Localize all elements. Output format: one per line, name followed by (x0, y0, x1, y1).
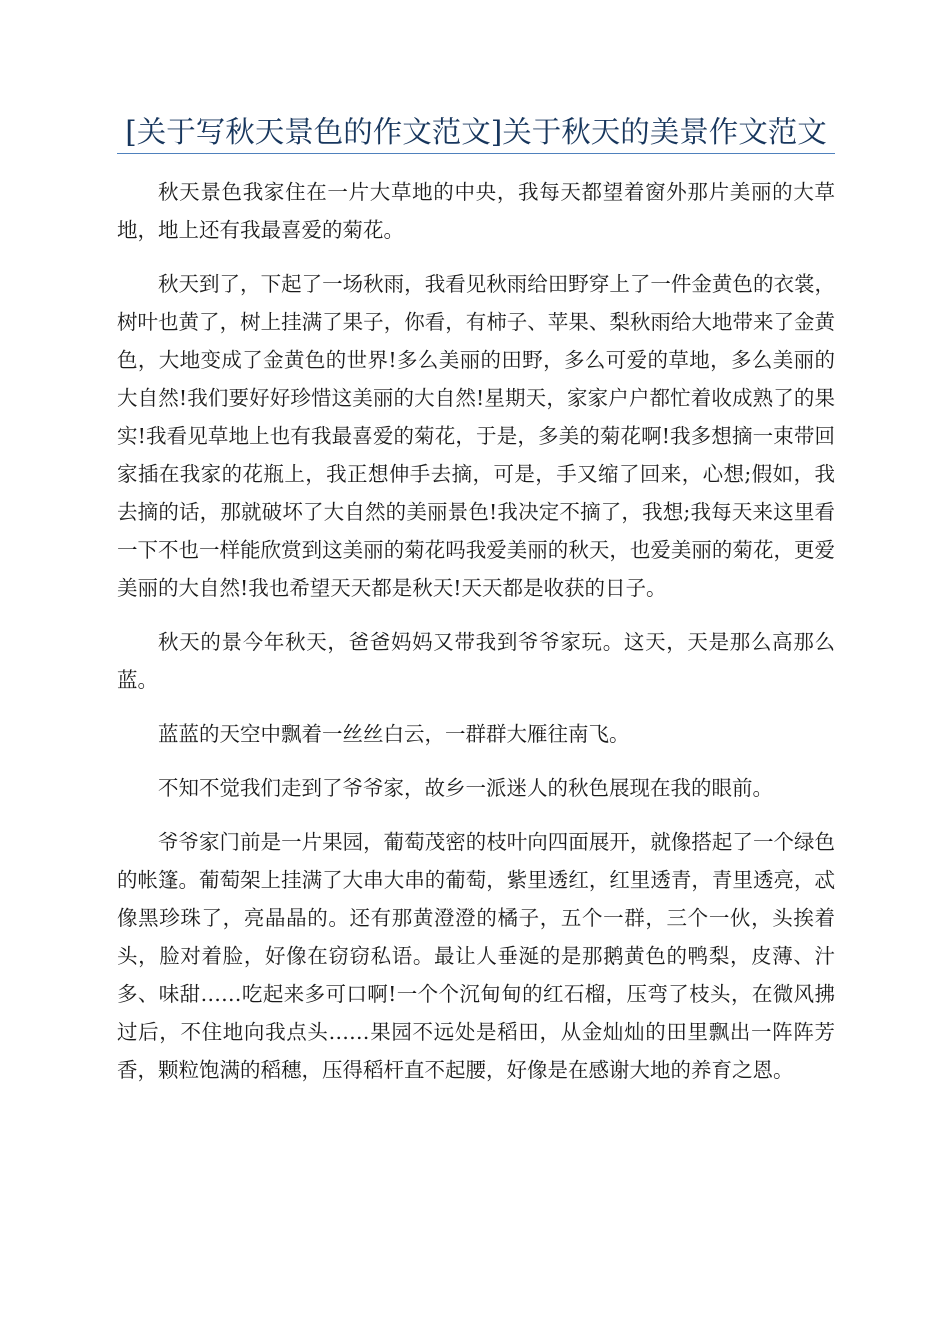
title-underline (117, 153, 835, 154)
paragraph: 不知不觉我们走到了爷爷家，故乡一派迷人的秋色展现在我的眼前。 (158, 776, 773, 800)
article-body (117, 173, 835, 1105)
paragraph: 秋天到了，下起了一场秋雨，我看见秋雨给田野穿上了一件金黄色的衣裳，树叶也黄了，树上挂满了果子，你看，有柿子、苹果、梨秋雨给大地带来了金黄色，大地变成了金黄色的世界!多么美丽的田野，多么可爱的草地，多么美丽的大自然!我们要好好珍惜这美丽的大自然!星期天，家家户户都忙着收成熟了的果实!我看见草地上也有我最喜爱的菊花，于是，多美的菊花啊!我多想摘一束带回家插在我家的花瓶上，我正想伸手去摘，可是，手又缩了回来，心想;假如，我去摘的话，那就破坏了大自然的美丽景色!我决定不摘了，我想;我每天来这里看一下不也一样能欣赏到这美丽的菊花吗我爱美丽的秋天，也爱美丽的菊花，更爱美丽的大自然!我也希望天天都是秋天!天天都是收获的日子。 (117, 272, 835, 600)
page-title: [关于写秋天景色的作文范文]关于秋天的美景作文范文 (125, 115, 827, 149)
paragraph: 爷爷家门前是一片果园，葡萄茂密的枝叶向四面展开，就像搭起了一个绿色的帐篷。葡萄架上挂满了大串大串的葡萄，紫里透红，红里透青，青里透亮，忒像黑珍珠了，亮晶晶的。还有那黄澄澄的橘子，五个一群，三个一伙，头挨着头，脸对着脸，好像在窃窃私语。最让人垂涎的是那鹅黄色的鸭梨，皮薄、汁多、味甜……吃起来多可口啊!一个个沉甸甸的红石榴，压弯了枝头，在微风拂过后，不住地向我点头……果园不远处是稻田，从金灿灿的田里飘出一阵阵芳香，颗粒饱满的稻穗，压得稻杆直不起腰，好像是在感谢大地的养育之恩。 (117, 830, 835, 1082)
paragraph: 秋天景色我家住在一片大草地的中央，我每天都望着窗外那片美丽的大草地，地上还有我最喜爱的菊花。 (117, 180, 835, 242)
paragraph: 秋天的景今年秋天，爸爸妈妈又带我到爷爷家玩。这天，天是那么高那么蓝。 (117, 630, 835, 692)
paragraph: 蓝蓝的天空中飘着一丝丝白云，一群群大雁往南飞。 (158, 722, 630, 746)
